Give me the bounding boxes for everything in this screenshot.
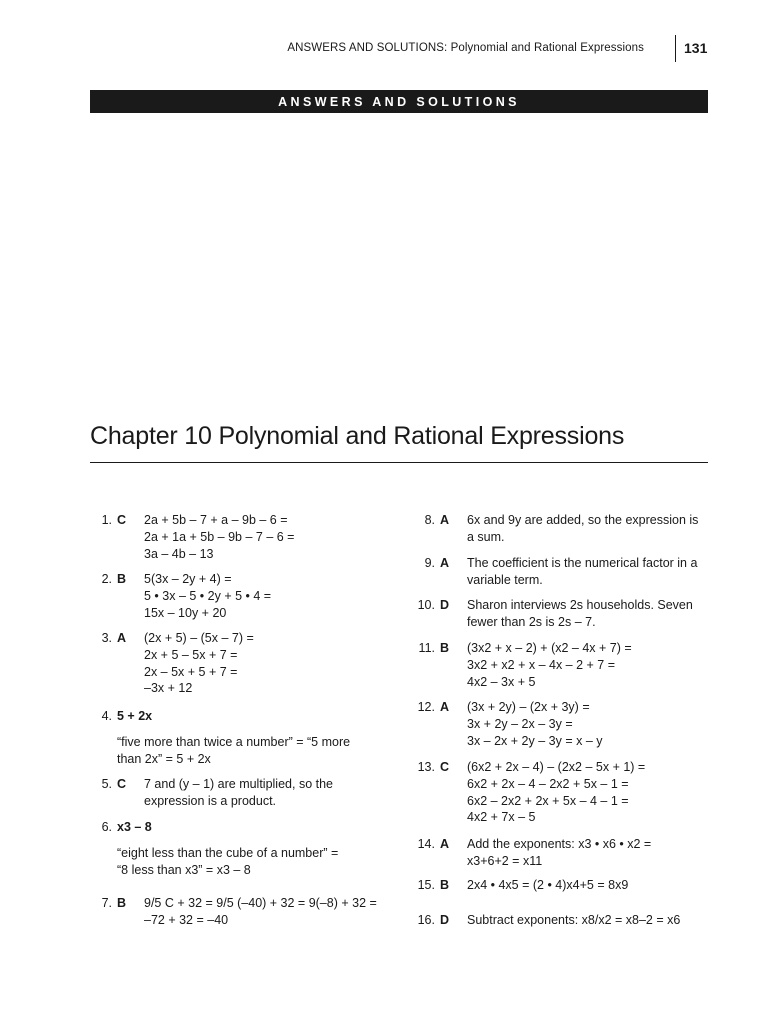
answer-number: 14. — [417, 837, 435, 851]
page-number: 131 — [684, 40, 708, 56]
solution-line: –72 + 32 = –40 — [144, 912, 229, 927]
answer-letter: B — [117, 572, 127, 586]
solution-line: 3x2 + x2 + x – 4x – 2 + 7 = — [467, 657, 616, 672]
note-line: than 2x” = 5 + 2x — [117, 751, 211, 766]
answer-solution — [467, 699, 603, 749]
note-line: “eight less than the cube of a number” = — [117, 846, 339, 860]
answer-expression: x3 – 8 — [117, 820, 152, 834]
note-line: “five more than twice a number” = “5 more — [117, 735, 351, 749]
answer-letter: A — [440, 837, 450, 851]
answer-solution — [144, 776, 333, 810]
answer-letter: B — [117, 896, 127, 910]
answer-solution — [144, 571, 271, 621]
answer-solution — [144, 630, 254, 697]
solution-line: 2x – 5x + 5 + 7 = — [144, 664, 238, 679]
answer-number: 7. — [101, 896, 112, 910]
answer-letter: B — [440, 878, 450, 892]
answer-letter: A — [440, 556, 450, 570]
answer-6-note — [117, 845, 338, 879]
chapter-title: Chapter 10 Polynomial and Rational Expressions — [90, 422, 625, 450]
answer-solution — [144, 895, 377, 929]
solution-line: 5(3x – 2y + 4) = — [144, 572, 232, 586]
solution-line: 7 and (y – 1) are multiplied, so the — [144, 777, 333, 791]
answer-4-note — [117, 734, 350, 768]
answer-number: 4. — [101, 709, 112, 723]
solution-line: 2a + 1a + 5b – 9b – 7 – 6 = — [144, 529, 295, 544]
chapter-rule — [90, 462, 708, 463]
section-banner: ANSWERS AND SOLUTIONS — [90, 90, 708, 113]
answer-number: 12. — [417, 700, 435, 714]
solution-line: 6x2 – 2x2 + 2x + 5x – 4 – 1 = — [467, 793, 629, 808]
solution-line: Add the exponents: x3 • x6 • x2 = — [467, 837, 652, 851]
answer-solution — [467, 877, 628, 894]
header-divider — [675, 35, 676, 62]
solution-line: a sum. — [467, 529, 505, 544]
solution-line: 4x2 – 3x + 5 — [467, 674, 536, 689]
answer-letter: A — [440, 700, 450, 714]
answer-number: 5. — [101, 777, 112, 791]
answer-number: 1. — [101, 513, 112, 527]
solution-line: 4x2 + 7x – 5 — [467, 810, 536, 825]
solution-line: –3x + 12 — [144, 681, 193, 696]
solution-line: (3x + 2y) – (2x + 3y) = — [467, 700, 590, 714]
answer-solution — [467, 512, 698, 546]
answer-letter: C — [440, 760, 450, 774]
answer-number: 16. — [417, 913, 435, 927]
solution-line: Subtract exponents: x8/x2 = x8–2 = x6 — [467, 913, 681, 927]
answer-letter: A — [440, 513, 450, 527]
answer-letter: D — [440, 913, 450, 927]
solution-line: (3x2 + x – 2) + (x2 – 4x + 7) = — [467, 641, 632, 655]
answer-letter: C — [117, 513, 127, 527]
solution-line: (2x + 5) – (5x – 7) = — [144, 631, 254, 645]
answer-letter: B — [440, 641, 450, 655]
solution-line: fewer than 2s is 2s – 7. — [467, 614, 596, 629]
answer-letter: A — [117, 631, 127, 645]
solution-line: x3+6+2 = x11 — [467, 853, 543, 868]
solution-line: 9/5 C + 32 = 9/5 (–40) + 32 = 9(–8) + 32 = — [144, 896, 377, 910]
note-line: “8 less than x3” = x3 – 8 — [117, 862, 251, 877]
solution-line: expression is a product. — [144, 793, 277, 808]
answer-number: 3. — [101, 631, 112, 645]
solution-line: Sharon interviews 2s households. Seven — [467, 598, 693, 612]
answer-number: 11. — [418, 641, 435, 655]
solution-line: 5 • 3x – 5 • 2y + 5 • 4 = — [144, 588, 272, 603]
answer-solution — [467, 555, 697, 589]
running-header-title: ANSWERS AND SOLUTIONS: Polynomial and Rational Expressions — [287, 42, 644, 54]
answer-solution — [144, 512, 294, 562]
answer-solution — [467, 640, 632, 690]
solution-line: 15x – 10y + 20 — [144, 605, 227, 620]
solution-line: 2x + 5 – 5x + 7 = — [144, 647, 238, 662]
answer-letter: C — [117, 777, 127, 791]
solution-line: The coefficient is the numerical factor in a — [467, 556, 698, 570]
answer-letter: D — [440, 598, 450, 612]
answer-number: 2. — [101, 572, 112, 586]
solution-line: 2x4 • 4x5 = (2 • 4)x4+5 = 8x9 — [467, 878, 629, 892]
solution-line: 6x2 + 2x – 4 – 2x2 + 5x – 1 = — [467, 776, 629, 791]
answer-solution — [467, 759, 645, 826]
answer-solution — [467, 836, 651, 870]
solution-line: 3x – 2x + 2y – 3y = x – y — [467, 733, 603, 748]
solution-line: (6x2 + 2x – 4) – (2x2 – 5x + 1) = — [467, 760, 646, 774]
answer-number: 10. — [417, 598, 435, 612]
answer-number: 15. — [417, 878, 435, 892]
solution-line: variable term. — [467, 572, 543, 587]
solution-line: 3x + 2y – 2x – 3y = — [467, 716, 573, 731]
answer-solution — [467, 912, 680, 929]
solution-line: 6x and 9y are added, so the expression is — [467, 513, 699, 527]
answer-number: 6. — [101, 820, 112, 834]
answer-number: 9. — [424, 556, 435, 570]
solution-line: 2a + 5b – 7 + a – 9b – 6 = — [144, 513, 288, 527]
answer-number: 8. — [424, 513, 435, 527]
answer-expression: 5 + 2x — [117, 709, 153, 723]
answer-number: 13. — [417, 760, 435, 774]
answer-solution — [467, 597, 693, 631]
solution-line: 3a – 4b – 13 — [144, 546, 214, 561]
